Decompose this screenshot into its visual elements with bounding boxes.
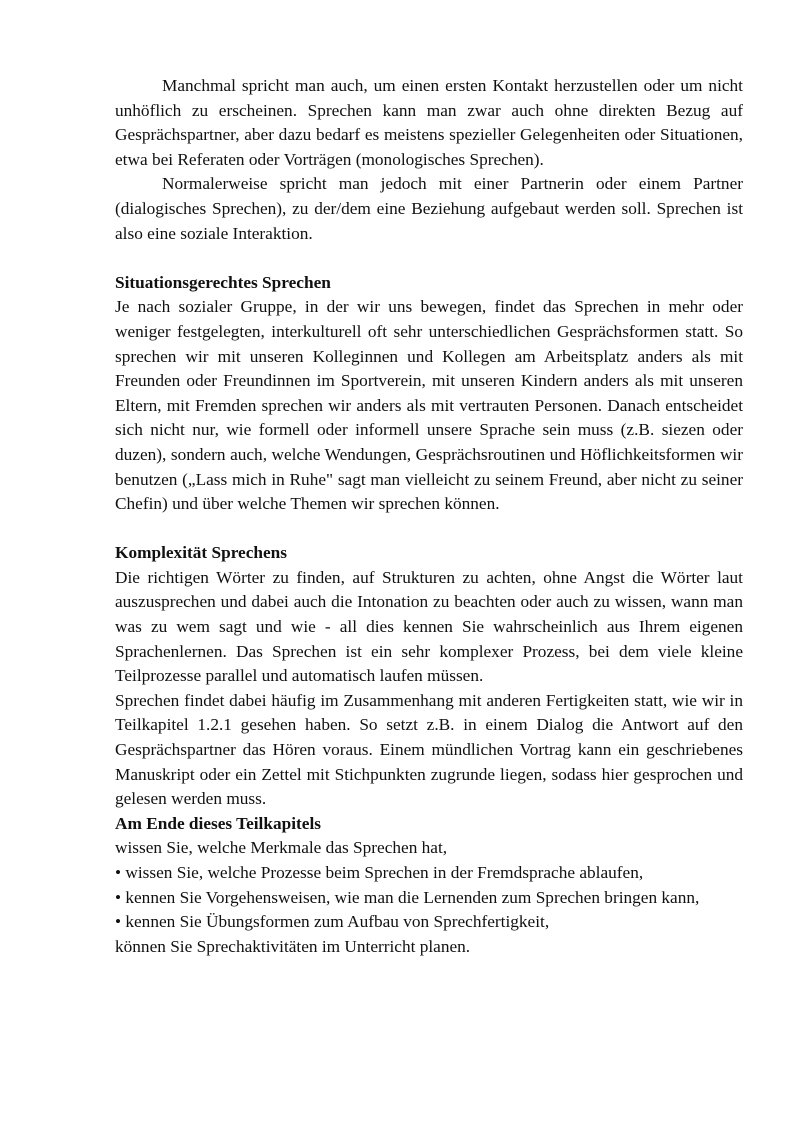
section-paragraph-situationsgerechtes-sprechen: Je nach sozialer Gruppe, in der wir uns bewegen, findet das Sprechen in mehr oder weniger festgelegten, interkulturell oft sehr unterschiedlichen Gesprächsformen statt. So sprechen wir mit unseren Kolleginnen und Kollegen am Arbeitsplatz anders als mit Freunden oder Freundinnen im Sportverein, mit unseren Kindern anders als mit unseren Eltern, mit Fremden sprechen wir anders als mit vertrauten Personen. Danach entscheidet sich nicht nur, wie formell oder informell unsere Sprache sein muss (z.B. siezen oder duzen), sondern auch, welche Wendungen, Gesprächsroutinen und Höflichkeitsformen wir benutzen („Lass mich in Ruhe" sagt man vielleicht zu seinem Freund, aber nicht zu seiner Chefin) und über welche Themen wir sprechen können.: [115, 297, 743, 514]
list-item: • kennen Sie Vorgehensweisen, wie man die Lernenden zum Sprechen bringen kann,: [115, 887, 700, 907]
spacer: [115, 246, 743, 271]
section-paragraph-komplexitaet-1: Die richtigen Wörter zu finden, auf Strukturen zu achten, ohne Angst die Wörter laut auszusprechen und dabei auch die Intonation zu beachten oder auch zu wissen, wann man was zu wem sagt und wie - all dies kennen Sie wahrscheinlich aus Ihrem eigenen Sprachenlernen. Das Sprechen ist ein sehr komplexer Prozess, bei dem viele kleine Teilprozesse parallel und automatisch laufen müssen.: [115, 567, 743, 686]
learning-goals-list: [115, 836, 743, 959]
list-item: können Sie Sprechaktivitäten im Unterricht planen.: [115, 936, 471, 956]
list-item: • kennen Sie Übungsformen zum Aufbau von Sprechfertigkeit,: [115, 912, 550, 932]
section-heading-komplexitaet-sprechens: Komplexität Sprechens: [115, 543, 288, 563]
section-heading-am-ende: Am Ende dieses Teilkapitels: [115, 813, 321, 833]
intro-paragraph-2: Normalerweise spricht man jedoch mit einer Partnerin oder einem Partner (dialogisches Sprechen), zu der/dem eine Beziehung aufgebaut werden soll. Sprechen ist also eine soziale Interaktion.: [115, 174, 743, 243]
document-page: [115, 74, 743, 959]
section-heading-situationsgerechtes-sprechen: Situationsgerechtes Sprechen: [115, 272, 331, 292]
spacer: [115, 517, 743, 542]
list-item: • wissen Sie, welche Prozesse beim Sprechen in der Fremdsprache ablaufen,: [115, 863, 644, 882]
section-paragraph-komplexitaet-2: Sprechen findet dabei häufig im Zusammenhang mit anderen Fertigkeiten statt, wie wir in Teilkapitel 1.2.1 gesehen haben. So setzt z.B. in einem Dialog die Antwort auf den Gesprächspartner das Hören voraus. Einem mündlichen Vortrag kann ein geschriebenes Manuskript oder ein Zettel mit Stichpunkten zugrunde liegen, sodass hier gesprochen und gelesen werden muss.: [115, 690, 743, 809]
list-item: wissen Sie, welche Merkmale das Sprechen hat,: [115, 838, 448, 858]
intro-paragraph-1: Manchmal spricht man auch, um einen ersten Kontakt herzustellen oder um nicht unhöflich zu erscheinen. Sprechen kann man zwar auch ohne direkten Bezug auf Gesprächspartner, aber dazu bedarf es meistens spezieller Gelegenheiten oder Situationen, etwa bei Referaten oder Vorträgen (monologisches Sprechen).: [115, 76, 743, 169]
